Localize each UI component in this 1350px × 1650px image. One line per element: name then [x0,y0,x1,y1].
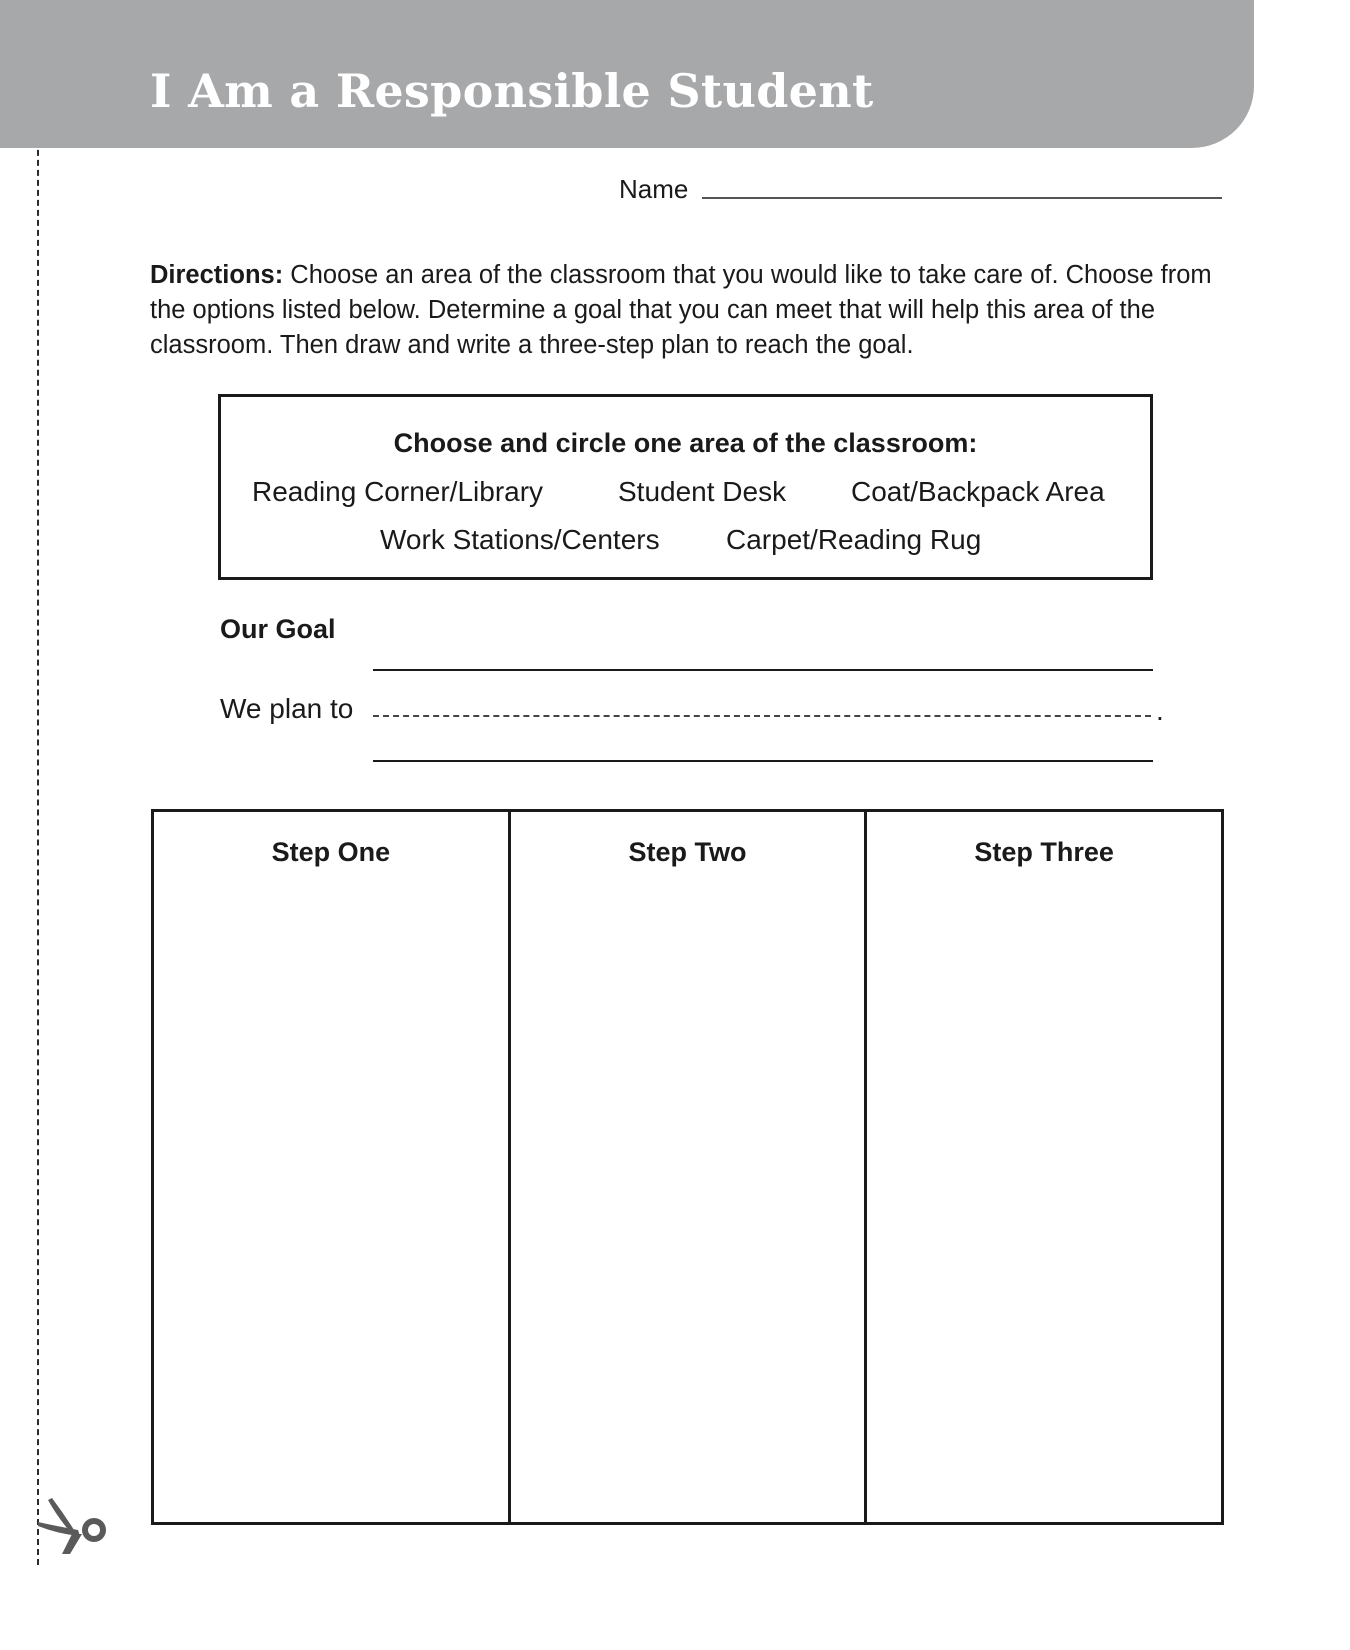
step-one-column[interactable] [154,812,511,1522]
option-coat-backpack[interactable]: Coat/Backpack Area [851,476,1105,507]
plan-period: . [1156,695,1164,726]
scissors-icon [36,1496,110,1558]
plan-field-second-line[interactable] [373,760,1153,762]
directions-text: Choose an area of the classroom that you would like to take care of. Choose from the options listed below. Determine a goal that you can meet that will help this area of the classroom. Then draw and write a three-step plan to reach the goal. [150,261,1212,359]
step-one-title: Step One [271,837,391,867]
page-title: I Am a Responsible Student [150,64,874,118]
option-work-stations[interactable]: Work Stations/Centers [380,524,660,555]
steps-table [151,809,1224,1525]
name-field[interactable] [702,197,1222,199]
option-reading-corner[interactable]: Reading Corner/Library [252,476,544,507]
option-student-desk[interactable]: Student Desk [618,476,787,507]
step-two-title: Step Two [628,837,747,867]
plan-field[interactable] [373,715,1151,717]
step-three-title: Step Three [974,837,1114,867]
directions [150,258,1230,363]
step-two-column[interactable] [511,812,868,1522]
option-carpet-rug[interactable]: Carpet/Reading Rug [726,524,982,555]
choice-heading: Choose and circle one area of the classroom: [393,428,978,458]
name-label: Name [619,174,689,204]
directions-label: Directions: [150,261,284,289]
goal-label: Our Goal [220,614,336,644]
goal-field[interactable] [373,669,1153,671]
step-three-column[interactable] [867,812,1221,1522]
cut-line [37,0,39,1565]
plan-label: We plan to [220,693,354,724]
area-choice-box [218,394,1153,580]
